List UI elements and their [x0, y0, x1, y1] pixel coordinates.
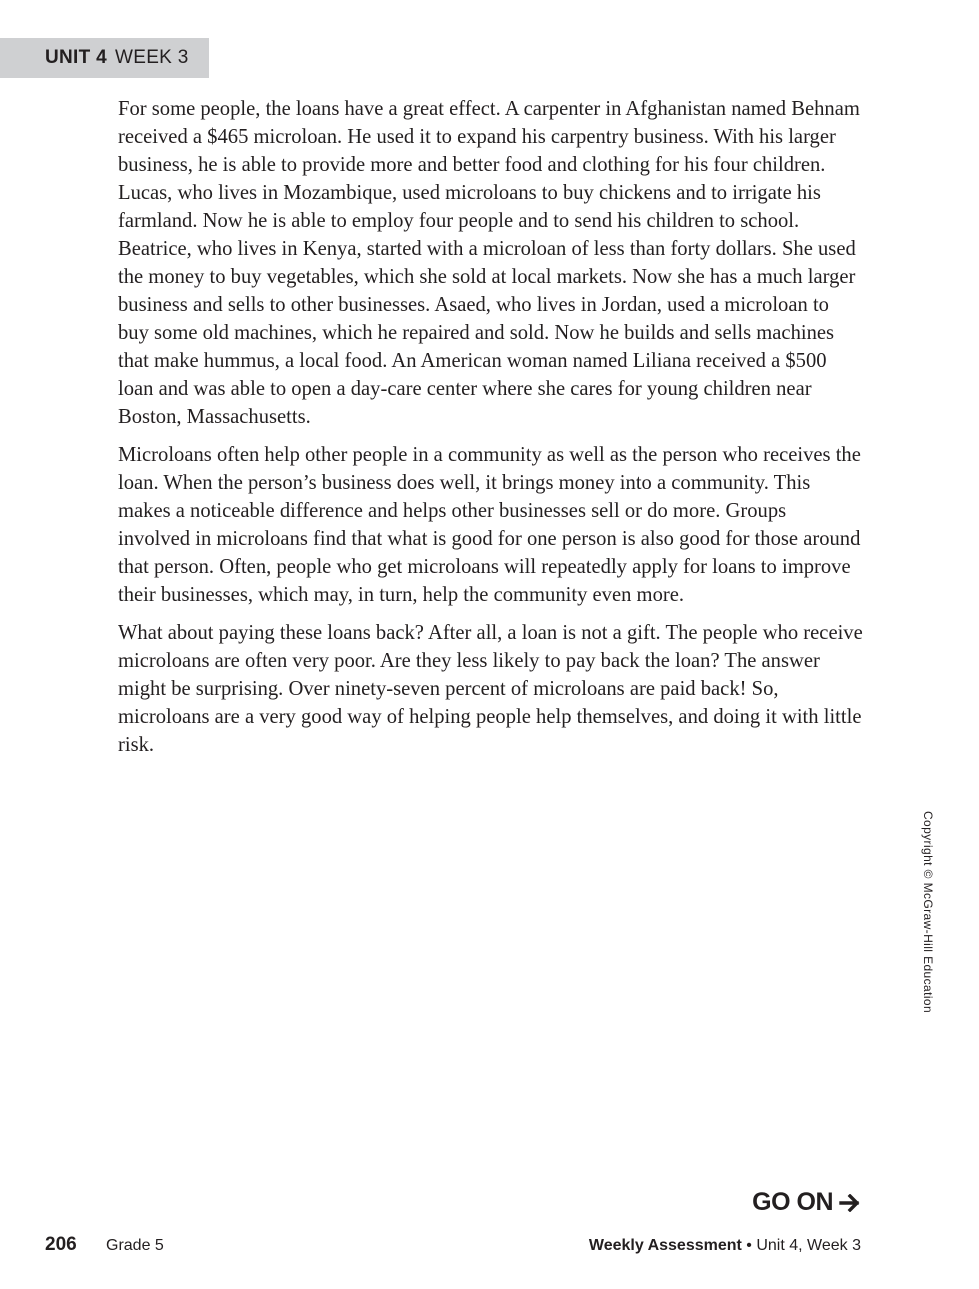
- paragraph-1: For some people, the loans have a great effect. A carpenter in Afghanistan named Behnam received a $465 microloan. He used it to expand his carpentry business. With his larger business, he is able to provide more and better food and clothing for his four children. Lucas, who lives in Mozambique, used microloans to buy chickens and to irrigate his farmland. Now he is able to employ four people and to send his children to school. Beatrice, who lives in Kenya, started with a microloan of less than forty dollars. She used the money to buy vegetables, which she sold at local markets. Now she has a much larger business and sells to other businesses. Asaed, who lives in Jordan, used a microloan to buy some old machines, which he repaired and sold. Now he builds and sells machines that make hummus, a local food. An American woman named Liliana received a $500 loan and was able to open a day-care center where she cares for young children near Boston, Massachusetts.: [118, 98, 860, 428]
- page-footer: [45, 1234, 861, 1256]
- assessment-title: Weekly Assessment: [588, 1237, 742, 1254]
- assessment-detail: • Unit 4, Week 3: [741, 1237, 861, 1254]
- passage-text: [118, 95, 863, 769]
- unit-week-tab: [0, 38, 209, 78]
- assessment-label: [589, 1237, 861, 1255]
- week-label: WEEK 3: [114, 47, 189, 68]
- paragraph-3: What about paying these loans back? After all, a loan is not a gift. The people who receive microloans are often very poor. Are they less likely to pay back the loan? The answer might be surprising. Over ninety-seven percent of microloans are paid back! So, microloans are a very good way of helping people help themselves, and doing it with little risk.: [118, 622, 863, 756]
- grade-label: Grade 5: [106, 1237, 164, 1254]
- go-on-label: GO ON: [752, 1188, 833, 1216]
- page-number: 206: [45, 1234, 77, 1255]
- arrow-right-icon: [839, 1194, 861, 1212]
- copyright-notice: Copyright © McGraw-Hill Education: [921, 810, 935, 1014]
- go-on-indicator: [752, 1188, 861, 1217]
- paragraph-2: Microloans often help other people in a community as well as the person who receives the loan. When the person’s business does well, it brings money into a community. This makes a noticeable difference and helps other businesses sell or do more. Groups involved in microloans find that what is good for one person is also good for those around that person. Often, people who get microloans will repeatedly apply for loans to improve their businesses, which may, in turn, help the community even more.: [118, 444, 861, 606]
- unit-label: UNIT 4: [45, 47, 107, 68]
